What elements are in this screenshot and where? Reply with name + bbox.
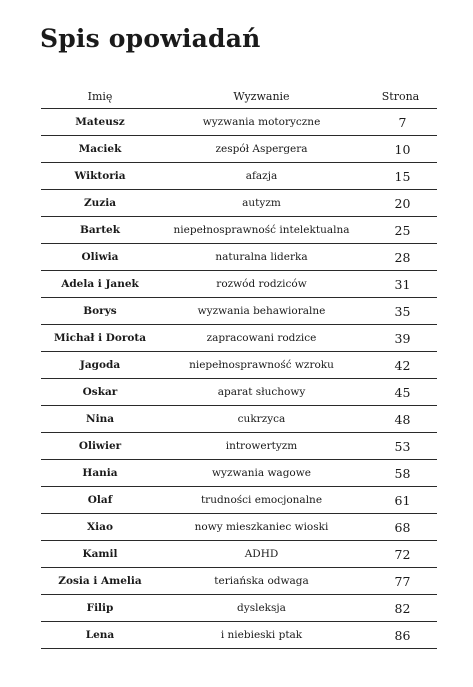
table-row: [41, 136, 437, 163]
table-row: [41, 595, 437, 622]
story-challenge: teriańska odwaga: [159, 568, 364, 595]
table-row: [41, 433, 437, 460]
story-page: 58: [364, 460, 437, 487]
table-row: [41, 190, 437, 217]
story-page: 28: [364, 244, 437, 271]
story-challenge: dysleksja: [159, 595, 364, 622]
story-challenge: trudności emocjonalne: [159, 487, 364, 514]
story-name: Filip: [41, 595, 159, 622]
table-row: [41, 514, 437, 541]
story-name: Jagoda: [41, 352, 159, 379]
story-challenge: nowy mieszkaniec wioski: [159, 514, 364, 541]
story-name: Zosia i Amelia: [41, 568, 159, 595]
story-name: Bartek: [41, 217, 159, 244]
column-header-challenge: Wyzwanie: [159, 84, 364, 109]
story-page: 45: [364, 379, 437, 406]
story-page: 77: [364, 568, 437, 595]
story-challenge: wyzwania motoryczne: [159, 109, 364, 136]
story-name: Oliwia: [41, 244, 159, 271]
story-name: Olaf: [41, 487, 159, 514]
table-row: [41, 541, 437, 568]
story-challenge: i niebieski ptak: [159, 622, 364, 649]
column-header-name: Imię: [41, 84, 159, 109]
table-of-contents: [41, 84, 437, 649]
story-name: Adela i Janek: [41, 271, 159, 298]
page-title: Spis opowiadań: [40, 24, 261, 53]
story-name: Oskar: [41, 379, 159, 406]
story-name: Maciek: [41, 136, 159, 163]
story-page: 53: [364, 433, 437, 460]
story-challenge: zapracowani rodzice: [159, 325, 364, 352]
table-row: [41, 244, 437, 271]
story-name: Kamil: [41, 541, 159, 568]
story-page: 68: [364, 514, 437, 541]
story-name: Zuzia: [41, 190, 159, 217]
story-page: 10: [364, 136, 437, 163]
story-page: 48: [364, 406, 437, 433]
story-page: 39: [364, 325, 437, 352]
table-row: [41, 568, 437, 595]
story-name: Lena: [41, 622, 159, 649]
story-challenge: wyzwania behawioralne: [159, 298, 364, 325]
story-challenge: zespół Aspergera: [159, 136, 364, 163]
story-page: 82: [364, 595, 437, 622]
story-challenge: naturalna liderka: [159, 244, 364, 271]
story-challenge: introwertyzm: [159, 433, 364, 460]
story-name: Borys: [41, 298, 159, 325]
story-name: Xiao: [41, 514, 159, 541]
story-name: Nina: [41, 406, 159, 433]
story-challenge: wyzwania wagowe: [159, 460, 364, 487]
table-row: [41, 325, 437, 352]
table-header-row: [41, 84, 437, 109]
table-row: [41, 163, 437, 190]
story-challenge: aparat słuchowy: [159, 379, 364, 406]
story-name: Wiktoria: [41, 163, 159, 190]
story-page: 86: [364, 622, 437, 649]
story-page: 42: [364, 352, 437, 379]
story-page: 7: [364, 109, 437, 136]
table-row: [41, 298, 437, 325]
story-name: Oliwier: [41, 433, 159, 460]
story-page: 72: [364, 541, 437, 568]
story-name: Mateusz: [41, 109, 159, 136]
table-row: [41, 379, 437, 406]
story-challenge: autyzm: [159, 190, 364, 217]
story-challenge: niepełnosprawność intelektualna: [159, 217, 364, 244]
table-row: [41, 487, 437, 514]
story-page: 20: [364, 190, 437, 217]
story-name: Hania: [41, 460, 159, 487]
story-name: Michał i Dorota: [41, 325, 159, 352]
table-row: [41, 460, 437, 487]
table-row: [41, 406, 437, 433]
story-challenge: niepełnosprawność wzroku: [159, 352, 364, 379]
story-page: 15: [364, 163, 437, 190]
table-row: [41, 622, 437, 649]
story-challenge: cukrzyca: [159, 406, 364, 433]
story-challenge: afazja: [159, 163, 364, 190]
column-header-page: Strona: [364, 84, 437, 109]
table-row: [41, 217, 437, 244]
story-challenge: rozwód rodziców: [159, 271, 364, 298]
table-row: [41, 352, 437, 379]
story-challenge: ADHD: [159, 541, 364, 568]
story-page: 25: [364, 217, 437, 244]
table-row: [41, 271, 437, 298]
story-page: 31: [364, 271, 437, 298]
story-page: 35: [364, 298, 437, 325]
story-page: 61: [364, 487, 437, 514]
table-row: [41, 109, 437, 136]
